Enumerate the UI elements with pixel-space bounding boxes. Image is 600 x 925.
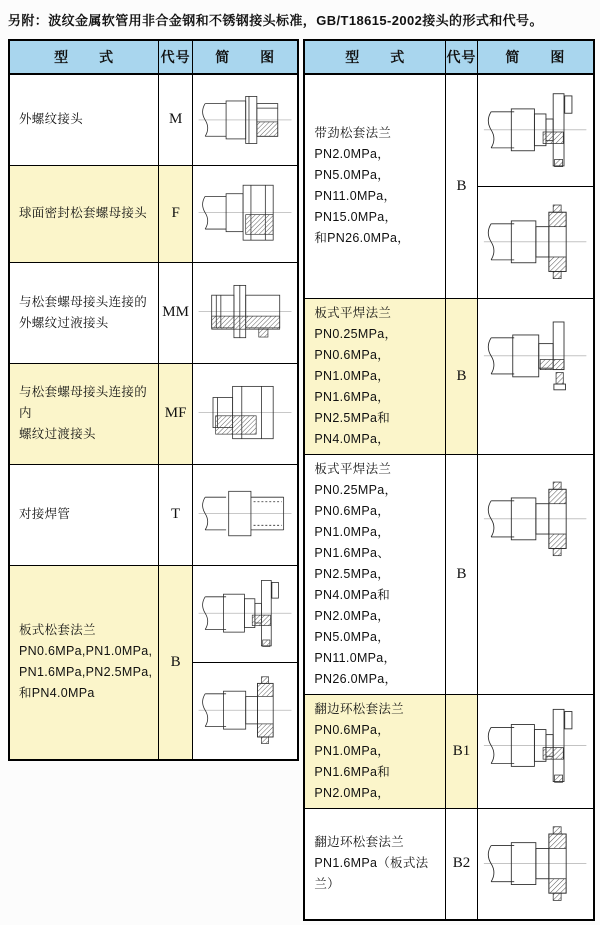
type-line: PN11.0MPa，PN15.0MPa， [314,189,398,225]
diagram-cell [193,165,299,262]
type-line: PN0.25MPa，PN0.6MPa， [314,326,398,362]
type-cell [9,262,159,363]
diagram-subcell [193,364,297,463]
type-line: PN2.5MPa，PN4.0MPa和 [314,566,391,602]
type-line: 翻边环松套法兰 [314,701,404,716]
diagram-subcell [193,465,297,564]
tables-row [8,39,595,921]
page-title: 另附：波纹金属软管用非合金钢和不锈钢接头标准，GB/T18615-2002接头的形式和代号。 [8,13,543,28]
code-label: M [168,111,183,128]
type-cell [9,363,159,464]
type-line: PN0.6MPa，PN1.0MPa， [314,722,391,758]
diagram-subcell [478,186,593,298]
table-row [9,165,298,262]
diagram-subcell [478,299,593,414]
table-row [9,74,298,165]
type-line: PN1.6MPa,PN2.5MPa, [19,665,153,680]
diagram-subcell [478,809,593,919]
type-line: 与松套螺母接头连接的 [19,294,148,309]
column-header-code: 代号 [159,40,193,74]
column-header-diagram: 简 图 [193,40,299,74]
type-line: 外螺纹接头 [19,112,84,127]
column-header-diagram: 简 图 [477,40,594,74]
code-cell [446,74,478,298]
type-cell [9,565,159,760]
code-cell [446,298,478,454]
loose-flange-section-icon [481,191,589,293]
table-row [304,454,594,694]
diagram-subcell [193,166,297,261]
type-line: 板式松套法兰 [19,623,96,638]
type-line: 板式平焊法兰 [314,461,392,476]
code-cell [159,74,193,165]
code-label: B [456,565,467,582]
type-line: PN1.6MPa（板式法兰） [314,856,429,892]
type-line: PN11.0MPa，PN26.0MPa， [314,650,398,686]
diagram-subcell [478,75,593,186]
code-cell [446,454,478,694]
type-line: 翻边环松套法兰 [314,835,404,850]
type-line: 和PN26.0MPa， [314,231,411,246]
butt-weld-pipe-icon [196,468,294,559]
diagram-subcell [478,455,593,583]
type-cell [304,694,445,808]
diagram-cell [477,694,594,808]
diagram-cell [193,565,299,760]
diagram-cell [193,262,299,363]
code-cell [159,565,193,760]
code-label: B2 [452,855,471,872]
male-female-adapter-icon [196,367,294,458]
plate-loose-flange-icon [481,699,589,792]
type-cell [304,454,445,694]
flat-weld-flange-icon [481,303,589,409]
plate-loose-flange-icon [196,569,294,657]
code-label: B [456,177,467,194]
code-cell [159,165,193,262]
type-cell [304,808,445,920]
table-row [9,363,298,464]
type-line: PN1.6MPa和PN2.0MPa， [314,764,391,800]
code-label: MF [164,405,187,421]
type-cell [304,74,445,298]
header-row [304,40,594,74]
diagram-cell [477,454,594,694]
loose-nut-fitting-icon [196,169,294,256]
column-header-code: 代号 [446,40,478,74]
table-row [304,694,594,808]
type-line: PN0.6MPa,PN1.0MPa, [19,644,153,659]
type-line: 球面密封松套螺母接头 [19,206,148,220]
loose-flange-section-icon [196,666,294,754]
code-cell [446,694,478,808]
diagram-subcell [193,566,297,662]
code-cell [159,262,193,363]
table-row [9,262,298,363]
code-label: B1 [452,742,471,759]
type-cell [9,464,159,565]
type-line: 带劲松套法兰 [314,126,392,141]
type-line: 与松套螺母接头连接的内 [19,385,148,420]
type-cell [304,298,445,454]
code-cell [446,808,478,920]
flanged-collar-section-icon [481,813,589,914]
plate-loose-flange-icon [481,79,589,181]
type-line: PN2.0MPa，PN5.0MPa， [314,147,391,183]
header-row [9,40,298,74]
diagram-cell [193,363,299,464]
diagram-subcell [193,662,297,759]
table-row [9,565,298,760]
code-cell [159,363,193,464]
diagram-cell [477,298,594,454]
type-line: PN1.0MPa，PN1.6MPa、 [314,524,391,560]
type-line: PN2.0MPa，PN5.0MPa， [314,608,391,644]
type-cell [9,165,159,262]
table-row [304,74,594,298]
table-row [304,808,594,920]
diagram-cell [193,464,299,565]
diagram-subcell [193,263,297,362]
type-line: 对接焊管 [19,507,71,521]
diagram-subcell [478,695,593,796]
fitting-table-left [8,39,299,761]
table-row [304,298,594,454]
type-line: 板式平焊法兰 [314,305,392,320]
loose-flange-section-icon [481,460,589,578]
double-male-adapter-icon [196,266,294,357]
code-label: MM [162,304,189,320]
fitting-table-right [303,39,595,921]
diagram-cell [193,74,299,165]
table-row [9,464,298,565]
column-header-type: 型 式 [9,40,159,74]
code-label: B [170,653,181,670]
code-label: F [171,205,180,221]
code-cell [159,464,193,565]
diagram-cell [477,808,594,920]
type-line: 螺纹过渡接头 [19,427,96,441]
type-line: PN0.25MPa，PN0.6MPa， [314,482,398,518]
type-line: PN2.5MPa和PN4.0MPa， [314,410,391,446]
type-line: 和PN4.0MPa [19,686,95,701]
male-thread-fitting-icon [196,79,294,161]
diagram-cell [477,74,594,298]
code-label: B [456,367,467,384]
column-header-type: 型 式 [304,40,445,74]
type-line: PN1.0MPa，PN1.6MPa， [314,368,391,404]
type-cell [9,74,159,165]
diagram-subcell [193,75,297,164]
type-line: 外螺纹过液接头 [19,315,109,330]
code-label: T [171,506,181,522]
